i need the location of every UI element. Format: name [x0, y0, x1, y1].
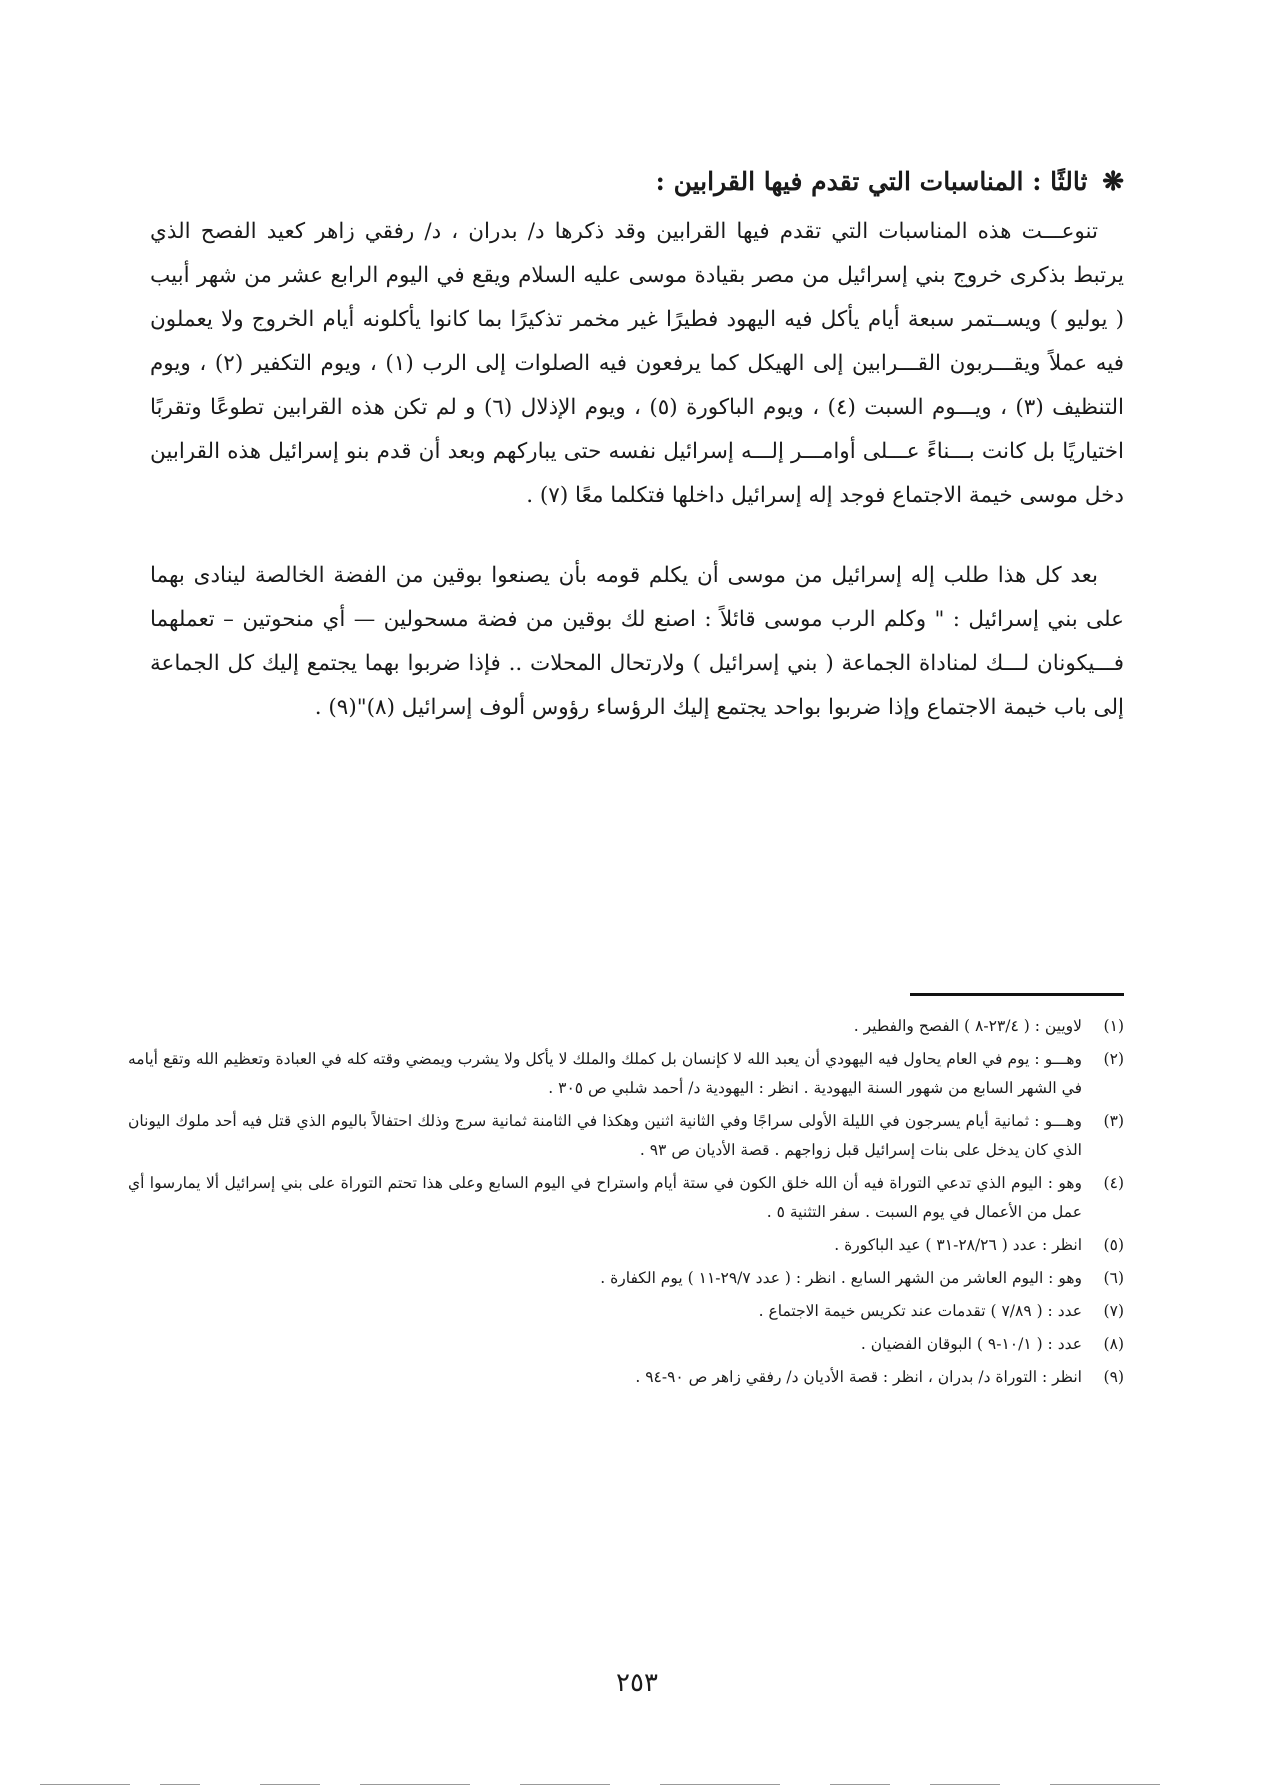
footnotes-list — [128, 1012, 1124, 1396]
footnote-item — [128, 1107, 1124, 1165]
footnote-text: عدد : ( ١٠/١-٩ ) البوقان الفضيان . — [860, 1335, 1082, 1353]
footnote-item — [128, 1169, 1124, 1227]
scan-edge-mark — [1050, 1784, 1160, 1785]
scan-edge-mark — [520, 1784, 610, 1785]
paragraph-trumpets: بعد كل هذا طلب إله إسرائيل من موسى أن يكلم قومه بأن يصنعوا بوقين من الفضة الخالصة لينادى بهما على بني إسرائيل : " وكلم الرب موسى قائلاً : اصنع لك بوقين من فضة مسحولين — أي منحوتين – تعملهما فـــيكونان لـــك لمناداة الجماعة ( بني إسرائيل ) ولارتحال المحلات .. فإذا ضربوا بهما يجتمع إليك كل الجماعة إلى باب خيمة الاجتماع وإذا ضربوا بواحد يجتمع إليك الرؤساء رؤوس ألوف إسرائيل (٨)"(٩) . — [150, 563, 1124, 720]
footnote-item — [128, 1012, 1124, 1041]
footnote-number: (٧) — [1103, 1302, 1124, 1320]
section-heading-text: ثالثًا : المناسبات التي تقدم فيها القرابين : — [655, 167, 1088, 196]
footnote-item — [128, 1264, 1124, 1293]
footnote-number: (٩) — [1103, 1368, 1124, 1386]
scan-edge-mark — [930, 1784, 1000, 1785]
footnote-item — [128, 1231, 1124, 1260]
footnote-text: وهـــو : ثمانية أيام يسرجون في الليلة الأولى سراجًا وفي الثانية اثنين وهكذا في الثامنة ثمانية سرج وذلك احتفالاً باليوم الذي قتل فيه أحد ملوك اليونان الذي كان يدخل على بنات إسرائيل قبل زواجهم . قصة الأديان ص ٩٣ . — [128, 1112, 1082, 1159]
scan-edge-mark — [40, 1784, 130, 1785]
footnote-separator — [910, 993, 1124, 996]
footnote-text: وهـــو : يوم في العام يحاول فيه اليهودي أن يعبد الله لا كإنسان بل كملك والملك لا يأكل ولا يشرب ويمضي وقته كله في العبادة وتعظيم الله وتقع أيامه في الشهر السابع من شهور السنة اليهودية . انظر : اليهودية د/ أحمد شلبي ص ٣٠٥ . — [128, 1050, 1082, 1097]
footnote-item — [128, 1363, 1124, 1392]
footnote-text: انظر : التوراة د/ بدران ، انظر : قصة الأديان د/ رفقي زاهر ص ٩٠-٩٤ . — [635, 1368, 1082, 1386]
scan-edge-mark — [160, 1784, 200, 1785]
section-heading — [150, 160, 1124, 204]
footnote-number: (٤) — [1103, 1174, 1124, 1192]
footnote-text: وهو : اليوم العاشر من الشهر السابع . انظر : ( عدد ٢٩/٧-١١ ) يوم الكفارة . — [600, 1269, 1082, 1287]
scan-edge-mark — [360, 1784, 470, 1785]
star-ornament-icon: ❋ — [1102, 167, 1124, 197]
footnote-text: لاويين : ( ٢٣/٤-٨ ) الفصح والفطير . — [853, 1017, 1082, 1035]
footnote-item — [128, 1045, 1124, 1103]
scan-edge-mark — [830, 1784, 890, 1785]
footnote-number: (٨) — [1103, 1335, 1124, 1353]
footnote-text: عدد : ( ٧/٨٩ ) تقدمات عند تكريس خيمة الاجتماع . — [758, 1302, 1082, 1320]
footnote-number: (٦) — [1103, 1269, 1124, 1287]
footnote-item — [128, 1330, 1124, 1359]
footnote-text: وهو : اليوم الذي تدعي التوراة فيه أن الله خلق الكون في ستة أيام واستراح في اليوم السابع وعلى هذا تحتم التوراة على بني إسرائيل ألا يمارسوا أي عمل من الأعمال في يوم السبت . سفر التثنية ٥ . — [128, 1174, 1082, 1221]
footnote-number: (٢) — [1103, 1050, 1124, 1068]
footnote-text: انظر : عدد ( ٢٨/٢٦-٣١ ) عيد الباكورة . — [834, 1236, 1082, 1254]
footnote-number: (١) — [1103, 1017, 1124, 1035]
footnote-number: (٥) — [1103, 1236, 1124, 1254]
main-text — [150, 160, 1124, 730]
page-number: ٢٥٣ — [616, 1668, 658, 1698]
footnote-item — [128, 1297, 1124, 1326]
scan-edge-mark — [260, 1784, 320, 1785]
footnote-number: (٣) — [1103, 1112, 1124, 1130]
scan-edge-mark — [660, 1784, 780, 1785]
paragraph-occasions: تنوعـــت هذه المناسبات التي تقدم فيها القرابين وقد ذكرها د/ بدران ، د/ رفقي زاهر كعيد الفصح الذي يرتبط بذكرى خروج بني إسرائيل من مصر بقيادة موسى عليه السلام ويقع في اليوم الرابع عشر من شهر أبيب ( يوليو ) ويســتمر سبعة أيام يأكل فيه اليهود فطيرًا غير مخمر تذكيرًا بما كانوا يأكلونه أيام الخروج ولا يعملون فيه عملاً ويقـــربون القـــرابين إلى الهيكل كما يرفعون فيه الصلوات إلى الرب (١) ، ويوم التكفير (٢) ، ويوم التنظيف (٣) ، ويـــوم السبت (٤) ، ويوم الباكورة (٥) ، ويوم الإذلال (٦) و لم تكن هذه القرابين تطوعًا وتقربًا اختياريًا بل كانت بـــناءً عـــلى أوامـــر إلـــه إسرائيل نفسه حتى يباركهم وبعد أن قدم بنو إسرائيل هذه القرابين دخل موسى خيمة الاجتماع فوجد إله إسرائيل داخلها فتكلما معًا (٧) . — [150, 219, 1125, 508]
